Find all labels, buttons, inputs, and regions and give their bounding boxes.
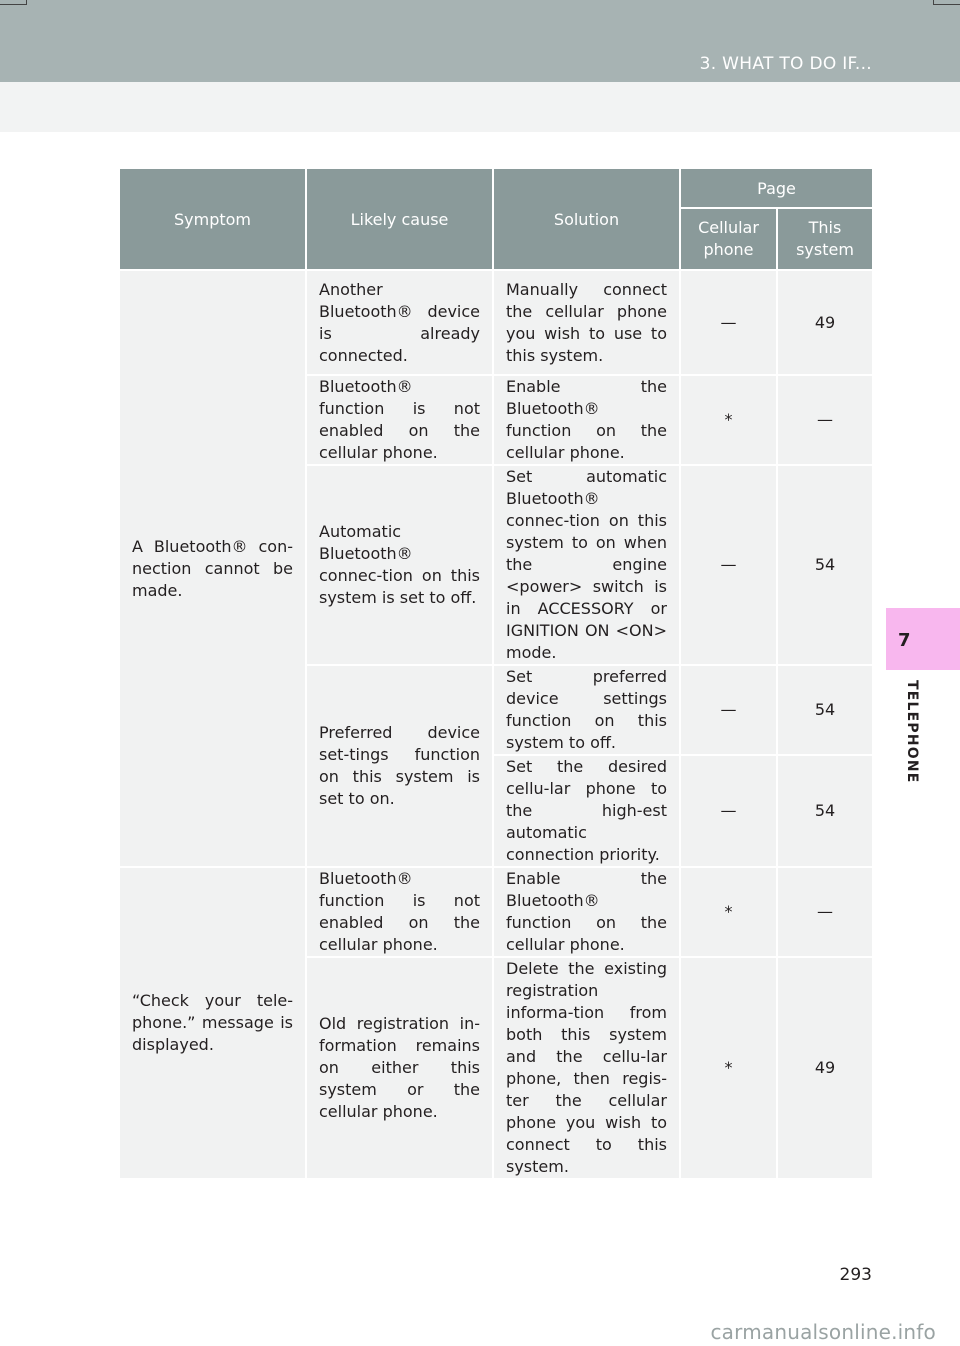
solution-cell: Delete the existing registration informa-tion from both this system and the cellu-lar phone, then regis-ter the cellular phone you wish to connect to this system. xyxy=(493,957,680,1179)
cause-cell: Old registration in-formation remains on either this system or the cellular phone. xyxy=(306,957,493,1179)
solution-cell: Enable the Bluetooth® function on the cellular phone. xyxy=(493,375,680,465)
cause-cell: Preferred device set-tings function on this system is set to on. xyxy=(306,665,493,867)
solution-cell: Set the desired cellu-lar phone to the high-est automatic connection priority. xyxy=(493,755,680,867)
page-number: 293 xyxy=(839,1265,872,1285)
system-page-cell: 54 xyxy=(777,465,873,665)
chapter-number: 7 xyxy=(898,630,911,651)
cellular-page-cell: * xyxy=(680,957,777,1179)
section-title: 3. WHAT TO DO IF... xyxy=(699,54,872,74)
cellular-page-cell: — xyxy=(680,465,777,665)
cause-cell: Bluetooth® function is not enabled on the cellular phone. xyxy=(306,375,493,465)
header-cellular-phone: Cellular phone xyxy=(680,208,777,270)
system-page-cell: — xyxy=(777,867,873,957)
solution-cell: Manually connect the cellular phone you wish to use to this system. xyxy=(493,270,680,375)
header-this-system: This system xyxy=(777,208,873,270)
solution-cell: Enable the Bluetooth® function on the cellular phone. xyxy=(493,867,680,957)
system-page-cell: 49 xyxy=(777,957,873,1179)
symptom-cell: “Check your tele-phone.” message is displayed. xyxy=(119,867,306,1179)
table-row xyxy=(119,270,873,375)
watermark: carmanualsonline.info xyxy=(710,1320,936,1344)
troubleshooting-table xyxy=(118,167,874,1180)
chapter-tab xyxy=(886,608,960,670)
header-band xyxy=(0,0,960,82)
cellular-page-cell: — xyxy=(680,270,777,375)
cellular-page-cell: — xyxy=(680,665,777,755)
header-likely-cause: Likely cause xyxy=(306,168,493,270)
system-page-cell: 54 xyxy=(777,665,873,755)
solution-cell: Set automatic Bluetooth® connec-tion on this system to on when the engine <power> switch is in ACCESSORY or IGNITION ON <ON> mode. xyxy=(493,465,680,665)
crop-mark-left xyxy=(0,0,27,5)
header-page: Page xyxy=(680,168,873,208)
system-page-cell: 54 xyxy=(777,755,873,867)
cause-cell: Another Bluetooth® device is already connected. xyxy=(306,270,493,375)
system-page-cell: 49 xyxy=(777,270,873,375)
cause-cell: Bluetooth® function is not enabled on the cellular phone. xyxy=(306,867,493,957)
header-solution: Solution xyxy=(493,168,680,270)
crop-mark-right xyxy=(933,0,960,5)
cellular-page-cell: — xyxy=(680,755,777,867)
header-symptom: Symptom xyxy=(119,168,306,270)
chapter-label: TELEPHONE xyxy=(904,680,920,784)
cellular-page-cell: * xyxy=(680,867,777,957)
cause-cell: Automatic Bluetooth® connec-tion on this system is set to off. xyxy=(306,465,493,665)
symptom-cell: A Bluetooth® con-nection cannot be made. xyxy=(119,270,306,867)
system-page-cell: — xyxy=(777,375,873,465)
header-subband xyxy=(0,82,960,132)
cellular-page-cell: * xyxy=(680,375,777,465)
solution-cell: Set preferred device settings function on this system to off. xyxy=(493,665,680,755)
table-row xyxy=(119,867,873,957)
